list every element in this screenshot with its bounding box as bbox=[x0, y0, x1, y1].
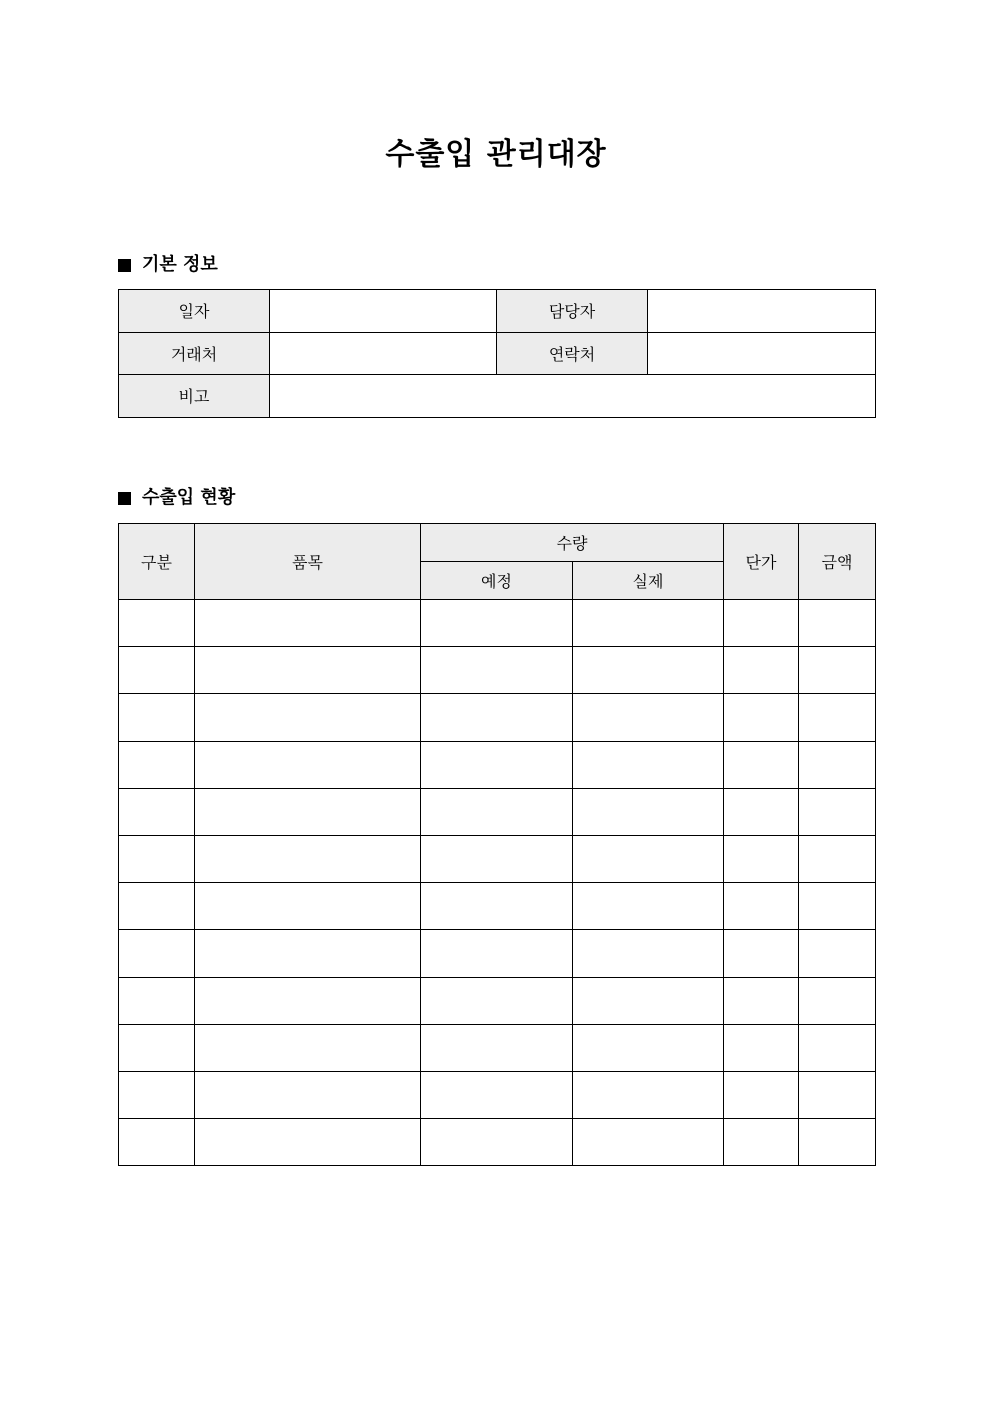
table-row bbox=[119, 977, 876, 1024]
unit-price-cell[interactable] bbox=[724, 835, 799, 882]
column-header-quantity: 수량 bbox=[421, 524, 724, 562]
category-cell[interactable] bbox=[119, 600, 195, 647]
item-cell[interactable] bbox=[195, 788, 421, 835]
planned-quantity-cell[interactable] bbox=[421, 1119, 573, 1166]
planned-quantity-cell[interactable] bbox=[421, 600, 573, 647]
planned-quantity-cell[interactable] bbox=[421, 977, 573, 1024]
amount-cell[interactable] bbox=[799, 600, 876, 647]
basic-info-heading-text: 기본 정보 bbox=[142, 254, 218, 275]
table-row bbox=[119, 647, 876, 694]
table-row bbox=[119, 930, 876, 977]
unit-price-cell[interactable] bbox=[724, 741, 799, 788]
actual-quantity-cell[interactable] bbox=[573, 647, 724, 694]
unit-price-cell[interactable] bbox=[724, 883, 799, 930]
category-cell[interactable] bbox=[119, 694, 195, 741]
column-header-item: 품목 bbox=[195, 524, 421, 600]
item-cell[interactable] bbox=[195, 694, 421, 741]
column-header-planned: 예정 bbox=[421, 562, 573, 600]
date-field[interactable] bbox=[270, 290, 497, 333]
column-header-category: 구분 bbox=[119, 524, 195, 600]
planned-quantity-cell[interactable] bbox=[421, 647, 573, 694]
amount-cell[interactable] bbox=[799, 930, 876, 977]
basic-info-row bbox=[119, 290, 876, 333]
category-cell[interactable] bbox=[119, 1119, 195, 1166]
client-field[interactable] bbox=[270, 332, 497, 375]
planned-quantity-cell[interactable] bbox=[421, 1024, 573, 1071]
table-row bbox=[119, 1024, 876, 1071]
client-label: 거래처 bbox=[119, 332, 270, 375]
amount-cell[interactable] bbox=[799, 694, 876, 741]
planned-quantity-cell[interactable] bbox=[421, 835, 573, 882]
item-cell[interactable] bbox=[195, 930, 421, 977]
actual-quantity-cell[interactable] bbox=[573, 930, 724, 977]
amount-cell[interactable] bbox=[799, 977, 876, 1024]
item-cell[interactable] bbox=[195, 835, 421, 882]
unit-price-cell[interactable] bbox=[724, 930, 799, 977]
unit-price-cell[interactable] bbox=[724, 647, 799, 694]
amount-cell[interactable] bbox=[799, 788, 876, 835]
unit-price-cell[interactable] bbox=[724, 977, 799, 1024]
category-cell[interactable] bbox=[119, 977, 195, 1024]
basic-info-table bbox=[118, 289, 876, 418]
item-cell[interactable] bbox=[195, 741, 421, 788]
planned-quantity-cell[interactable] bbox=[421, 694, 573, 741]
remarks-label: 비고 bbox=[119, 375, 270, 418]
contact-label: 연락처 bbox=[497, 332, 648, 375]
unit-price-cell[interactable] bbox=[724, 1071, 799, 1118]
table-row bbox=[119, 835, 876, 882]
actual-quantity-cell[interactable] bbox=[573, 835, 724, 882]
unit-price-cell[interactable] bbox=[724, 600, 799, 647]
table-row bbox=[119, 600, 876, 647]
basic-info-row bbox=[119, 375, 876, 418]
square-bullet-icon bbox=[118, 259, 131, 272]
manager-field[interactable] bbox=[648, 290, 876, 333]
page-title: 수출입 관리대장 bbox=[385, 137, 607, 172]
date-label: 일자 bbox=[119, 290, 270, 333]
actual-quantity-cell[interactable] bbox=[573, 1024, 724, 1071]
planned-quantity-cell[interactable] bbox=[421, 741, 573, 788]
remarks-field[interactable] bbox=[270, 375, 876, 418]
planned-quantity-cell[interactable] bbox=[421, 788, 573, 835]
category-cell[interactable] bbox=[119, 930, 195, 977]
amount-cell[interactable] bbox=[799, 1071, 876, 1118]
unit-price-cell[interactable] bbox=[724, 1119, 799, 1166]
table-row bbox=[119, 741, 876, 788]
trade-status-heading-text: 수출입 현황 bbox=[142, 487, 236, 508]
contact-field[interactable] bbox=[648, 332, 876, 375]
item-cell[interactable] bbox=[195, 977, 421, 1024]
item-cell[interactable] bbox=[195, 1024, 421, 1071]
category-cell[interactable] bbox=[119, 1071, 195, 1118]
trade-status-table bbox=[118, 523, 876, 1166]
actual-quantity-cell[interactable] bbox=[573, 1119, 724, 1166]
category-cell[interactable] bbox=[119, 741, 195, 788]
unit-price-cell[interactable] bbox=[724, 788, 799, 835]
table-row bbox=[119, 694, 876, 741]
actual-quantity-cell[interactable] bbox=[573, 788, 724, 835]
amount-cell[interactable] bbox=[799, 883, 876, 930]
planned-quantity-cell[interactable] bbox=[421, 883, 573, 930]
actual-quantity-cell[interactable] bbox=[573, 883, 724, 930]
basic-info-row bbox=[119, 332, 876, 375]
item-cell[interactable] bbox=[195, 883, 421, 930]
column-header-amount: 금액 bbox=[799, 524, 876, 600]
planned-quantity-cell[interactable] bbox=[421, 930, 573, 977]
category-cell[interactable] bbox=[119, 647, 195, 694]
category-cell[interactable] bbox=[119, 788, 195, 835]
amount-cell[interactable] bbox=[799, 1119, 876, 1166]
manager-label: 담당자 bbox=[497, 290, 648, 333]
actual-quantity-cell[interactable] bbox=[573, 977, 724, 1024]
item-cell[interactable] bbox=[195, 1119, 421, 1166]
actual-quantity-cell[interactable] bbox=[573, 1071, 724, 1118]
unit-price-cell[interactable] bbox=[724, 1024, 799, 1071]
amount-cell[interactable] bbox=[799, 741, 876, 788]
table-header-row bbox=[119, 524, 876, 562]
item-cell[interactable] bbox=[195, 647, 421, 694]
table-row bbox=[119, 1119, 876, 1166]
column-header-actual: 실제 bbox=[573, 562, 724, 600]
table-row bbox=[119, 883, 876, 930]
basic-info-heading bbox=[118, 253, 218, 277]
trade-status-heading bbox=[118, 486, 235, 510]
square-bullet-icon bbox=[118, 492, 131, 505]
amount-cell[interactable] bbox=[799, 647, 876, 694]
table-row bbox=[119, 1071, 876, 1118]
actual-quantity-cell[interactable] bbox=[573, 694, 724, 741]
category-cell[interactable] bbox=[119, 883, 195, 930]
planned-quantity-cell[interactable] bbox=[421, 1071, 573, 1118]
actual-quantity-cell[interactable] bbox=[573, 600, 724, 647]
table-row bbox=[119, 788, 876, 835]
amount-cell[interactable] bbox=[799, 1024, 876, 1071]
item-cell[interactable] bbox=[195, 1071, 421, 1118]
column-header-unit-price: 단가 bbox=[724, 524, 799, 600]
unit-price-cell[interactable] bbox=[724, 694, 799, 741]
actual-quantity-cell[interactable] bbox=[573, 741, 724, 788]
item-cell[interactable] bbox=[195, 600, 421, 647]
category-cell[interactable] bbox=[119, 1024, 195, 1071]
amount-cell[interactable] bbox=[799, 835, 876, 882]
category-cell[interactable] bbox=[119, 835, 195, 882]
